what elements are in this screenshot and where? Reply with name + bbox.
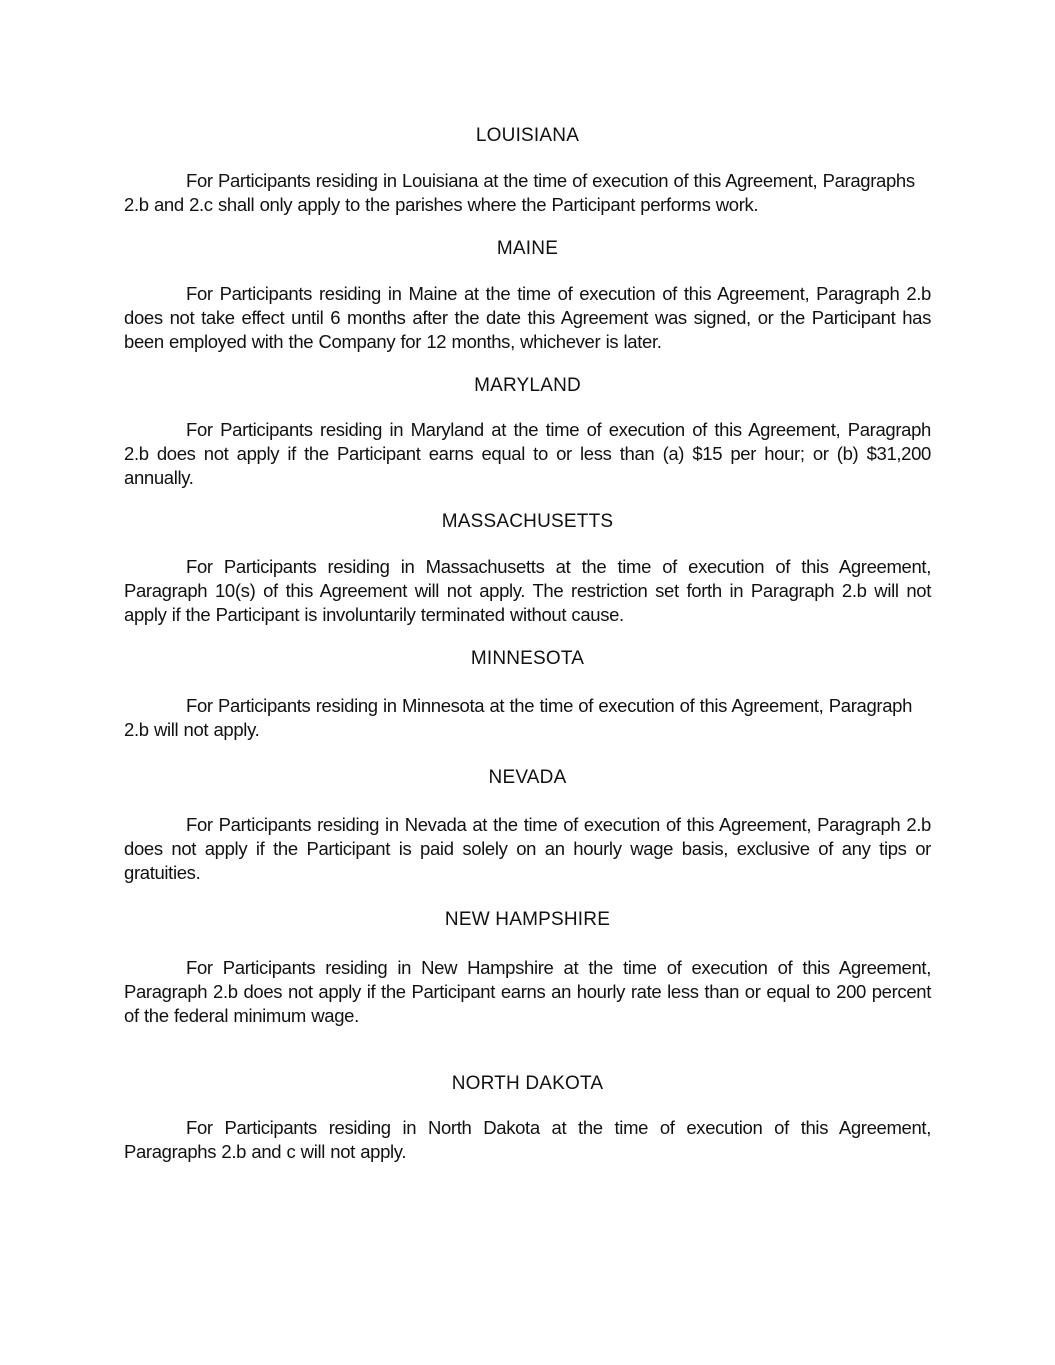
section-body-minnesota: For Participants residing in Minnesota at the time of execution of this Agreement, Paragraph 2.b will not apply.: [124, 695, 913, 741]
section-body-maine: For Participants residing in Maine at the time of execution of this Agreement, Paragraph 2.b does not take effect until 6 months after the date this Agreement was signed, or the Participant has been employed with the Company for 12 months, whichever is later.: [124, 283, 931, 353]
section-heading-massachusetts: MASSACHUSETTS: [441, 511, 614, 532]
section-heading-minnesota: MINNESOTA: [470, 648, 585, 669]
section-body-nevada: For Participants residing in Nevada at the time of execution of this Agreement, Paragraph 2.b does not apply if the Participant is paid solely on an hourly wage basis, exclusive of any tips or gratuities.: [124, 814, 931, 884]
section-heading-north-dakota: NORTH DAKOTA: [451, 1073, 604, 1094]
section-heading-nevada: NEVADA: [488, 767, 567, 788]
section-heading-maine: MAINE: [496, 238, 559, 259]
section-heading-new-hampshire: NEW HAMPSHIRE: [444, 909, 611, 930]
section-body-maryland: For Participants residing in Maryland at the time of execution of this Agreement, Paragraph 2.b does not apply if the Participant earns equal to or less than (a) $15 per hour; or (b) $31,200 annually.: [124, 419, 931, 489]
section-heading-maryland: MARYLAND: [474, 375, 581, 396]
section-body-new-hampshire: For Participants residing in New Hampshire at the time of execution of this Agreement, Paragraph 2.b does not apply if the Participant earns an hourly rate less than or equal to 200 percent of the federal minimum wage.: [124, 957, 931, 1027]
section-body-north-dakota: For Participants residing in North Dakota at the time of execution of this Agreement, Paragraphs 2.b and c will not apply.: [124, 1117, 931, 1163]
section-body-louisiana: For Participants residing in Louisiana at the time of execution of this Agreement, Paragraphs 2.b and 2.c shall only apply to the parishes where the Participant performs work.: [124, 170, 915, 216]
section-body-massachusetts: For Participants residing in Massachusetts at the time of execution of this Agreement, Paragraph 10(s) of this Agreement will not apply. The restriction set forth in Paragraph 2.b will not apply if the Participant is involuntarily terminated without cause.: [124, 556, 931, 626]
section-heading-louisiana: LOUISIANA: [475, 125, 580, 146]
